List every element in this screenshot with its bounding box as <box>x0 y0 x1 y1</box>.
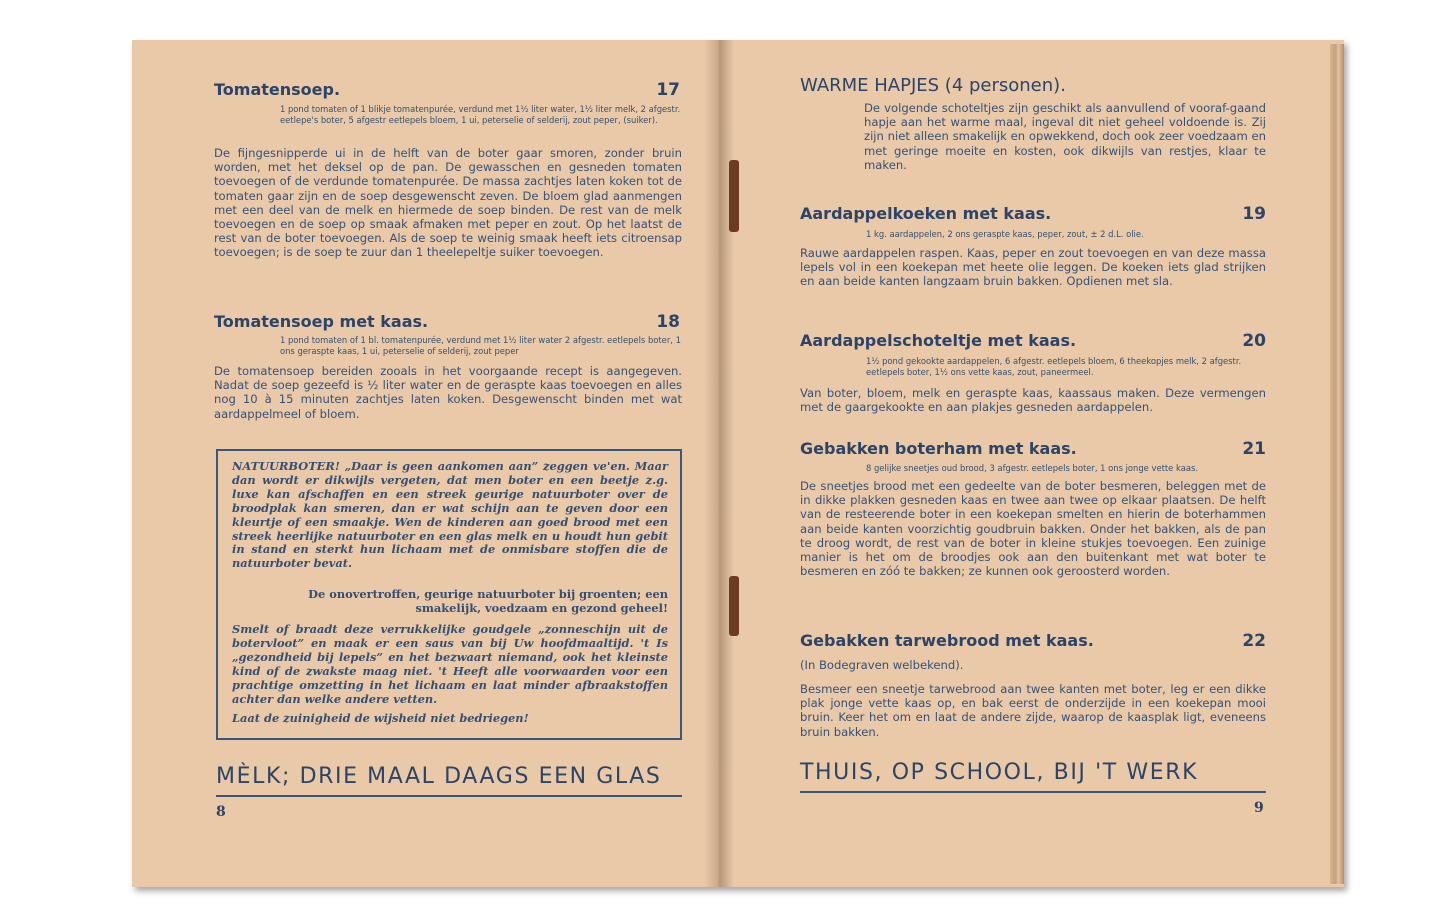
right-footer-slogan: THUIS, OP SCHOOL, BIJ 'T WERK <box>800 760 1199 785</box>
recipe-20-heading <box>800 331 1266 351</box>
recipe-20-ingredients: 1½ pond gekookte aardappelen, 6 afgestr. eetlepels bloem, 6 theekopjes melk, 2 afgestr. eetlepels boter, 1½ ons vette kaas, zout, paneermeel. <box>866 356 1242 377</box>
notice-paragraph-1: NATUURBOTER! „Daar is geen aankomen aan” zeggen ve'en. Maar dan wordt er dikwijls vergeten, dat men boter en een beetje z.g. luxe kan afschaffen en een streek geurige natuurboter over de broodplak kan smeren, dan er wat schijn aan te geven door een kleurtje of een smaakje. Wen de kinderen aan goed brood met een streek heerlijke natuurboter en een glas melk en u houdt hun gebit in stand en sterkt hun lichaam met de onmisbare stoffen die de natuurboter bevat. <box>232 459 668 571</box>
recipe-17-heading <box>214 80 680 100</box>
binding-stitch-top <box>729 160 739 232</box>
recipe-18-heading <box>214 312 680 332</box>
page-number-left: 8 <box>216 804 226 820</box>
recipe-title: Tomatensoep. <box>214 80 341 99</box>
section-header: WARME HAPJES (4 personen). <box>800 75 1066 96</box>
recipe-title: Gebakken tarwebrood met kaas. <box>800 631 1094 650</box>
recipe-17-text: De fijngesnipperde ui in de helft van de boter gaar smoren, zonder bruin worden, met het deksel op de pan. De gewasschen en gesneden tomaten toevoegen of de verdunde tomatenpurée. De massa zachtjes laten koken tot de tomaten gaar zijn en de soep desgewenscht zeven. De bloem glad aanmengen met een deel van de melk en hiermede de soep binden. De rest van de melk toevoegen en de soep op smaak afmaken met peper en zout. Op het laatst de rest van de boter toevoegen. Als de soep te weinig smaak heeft iets citroensap toevoegen; is de soep te zuur dan 1 theelepeltje suiker toevoegen. <box>214 146 682 260</box>
recipe-20-text: Van boter, bloem, melk en geraspte kaas, kaassaus maken. Deze vermengen met de gaargekookte en aan plakjes gesneden aardappelen. <box>800 386 1266 415</box>
section-intro: De volgende schoteltjes zijn geschikt als aanvullend of vooraf-gaand hapje aan het warme maal, ingeval dit niet geheel voldoende is. Zij zijn niet alleen smakelijk en opwekkend, doch ook zeer voedzaam en met geringe moeite en kosten, ook dikwijls van restjes, klaar te maken. <box>864 101 1266 172</box>
recipe-22-subtitle: (In Bodegraven welbekend). <box>800 658 964 672</box>
recipe-title: Tomatensoep met kaas. <box>214 312 429 331</box>
recipe-number: 17 <box>656 80 680 100</box>
recipe-number: 20 <box>1242 331 1266 351</box>
notice-paragraph-4: Laat de zuinigheid de wijsheid niet bedriegen! <box>232 711 529 725</box>
recipe-19-heading <box>800 204 1266 224</box>
recipe-title: Aardappelschoteltje met kaas. <box>800 331 1077 350</box>
recipe-22-text: Besmeer een sneetje tarwebrood aan twee kanten met boter, leg er een dikke plak jonge vette kaas op, en bak eerst de onderzijde in een koekepan mooi bruin. Keer het om en laat de andere zijde, waarop de kaasplak ligt, eveneens bruin bakken. <box>800 682 1266 739</box>
recipe-17-ingredients: 1 pond tomaten of 1 blikje tomatenpurée, verdund met 1½ liter water, 1½ liter melk, 2 afgestr. eetlepe's boter, 5 afgestr eetlepels bloem, 1 ui, peterselie of selderij, zout peper, (suiker). <box>280 104 681 125</box>
right-footer-rule <box>800 791 1266 793</box>
page-edges <box>1330 44 1344 884</box>
recipe-number: 19 <box>1242 204 1266 224</box>
recipe-21-ingredients: 8 gelijke sneetjes oud brood, 3 afgestr. eetlepels boter, 1 ons jonge vette kaas. <box>866 463 1198 473</box>
recipe-number: 21 <box>1242 439 1266 459</box>
recipe-19-text: Rauwe aardappelen raspen. Kaas, peper en zout toevoegen en van deze massa lepels vol in een koekepan met heete olie leggen. De koeken iets glad strijken en aan beide kanten langzaam bruin bakken. Opdienen met sla. <box>800 246 1266 289</box>
recipe-19-ingredients: 1 kg. aardappelen, 2 ons geraspte kaas, peper, zout, ± 2 d.L. olie. <box>866 229 1144 239</box>
recipe-title: Aardappelkoeken met kaas. <box>800 204 1052 223</box>
recipe-22-heading <box>800 631 1266 651</box>
recipe-21-text: De sneetjes brood met een gedeelte van de boter besmeren, beleggen met de in dikke plakken gesneden kaas en twee aan twee op elkaar plaatsen. De helft van de resteerende boter in een koekepan smelten en hierin de boterhammen aan beide kanten voorzichtig goudbruin bakken. Onder het bakken, als de pan te droog wordt, de rest van de boter in kleine stukjes toevoegen. Een zuinige manier is het om de broodjes ook aan den buitenkant met wat boter te besmeren en zóó te bakken; ze kunnen ook geroosterd worden. <box>800 479 1266 579</box>
recipe-18-text: De tomatensoep bereiden zooals in het voorgaande recept is aangegeven. Nadat de soep gezeefd is ½ liter water en de geraspte kaas toevoegen en alles nog 10 à 15 minuten zachtjes laten koken. Desgewenscht binden met wat aardappelmeel of bloem. <box>214 364 682 421</box>
notice-paragraph-3: Smelt of braadt deze verrukkelijke goudgele „zonneschijn uit de botervloot” en maak er een saus van bij Uw hoofdmaaltijd. 't Is „gezondheid bij lepels” en het bezwaart niemand, ook het kleinste kind of de zwakste maag niet. 't Heeft alle voorwaarden voor een prachtige omzetting in het lichaam en laat minder afbraakstoffen achter dan welke andere vetten. <box>232 622 668 706</box>
recipe-21-heading <box>800 439 1266 459</box>
recipe-title: Gebakken boterham met kaas. <box>800 439 1077 458</box>
notice-paragraph-2: De onovertroffen, geurige natuurboter bij groenten; een smakelijk, voedzaam en gezond geheel! <box>308 587 668 615</box>
left-footer-slogan: MÈLK; DRIE MAAL DAAGS EEN GLAS <box>216 764 662 789</box>
binding-stitch-bottom <box>729 576 739 636</box>
recipe-number: 22 <box>1242 631 1266 651</box>
recipe-18-ingredients: 1 pond tomaten of 1 bl. tomatenpurée, verdund met 1½ liter water 2 afgestr. eetlepels boter, 1 ons geraspte kaas, 1 ui, peterselie of selderij, zout peper <box>280 335 681 356</box>
left-footer-rule <box>216 795 682 797</box>
page-number-right: 9 <box>1254 800 1264 816</box>
recipe-number: 18 <box>656 312 680 332</box>
